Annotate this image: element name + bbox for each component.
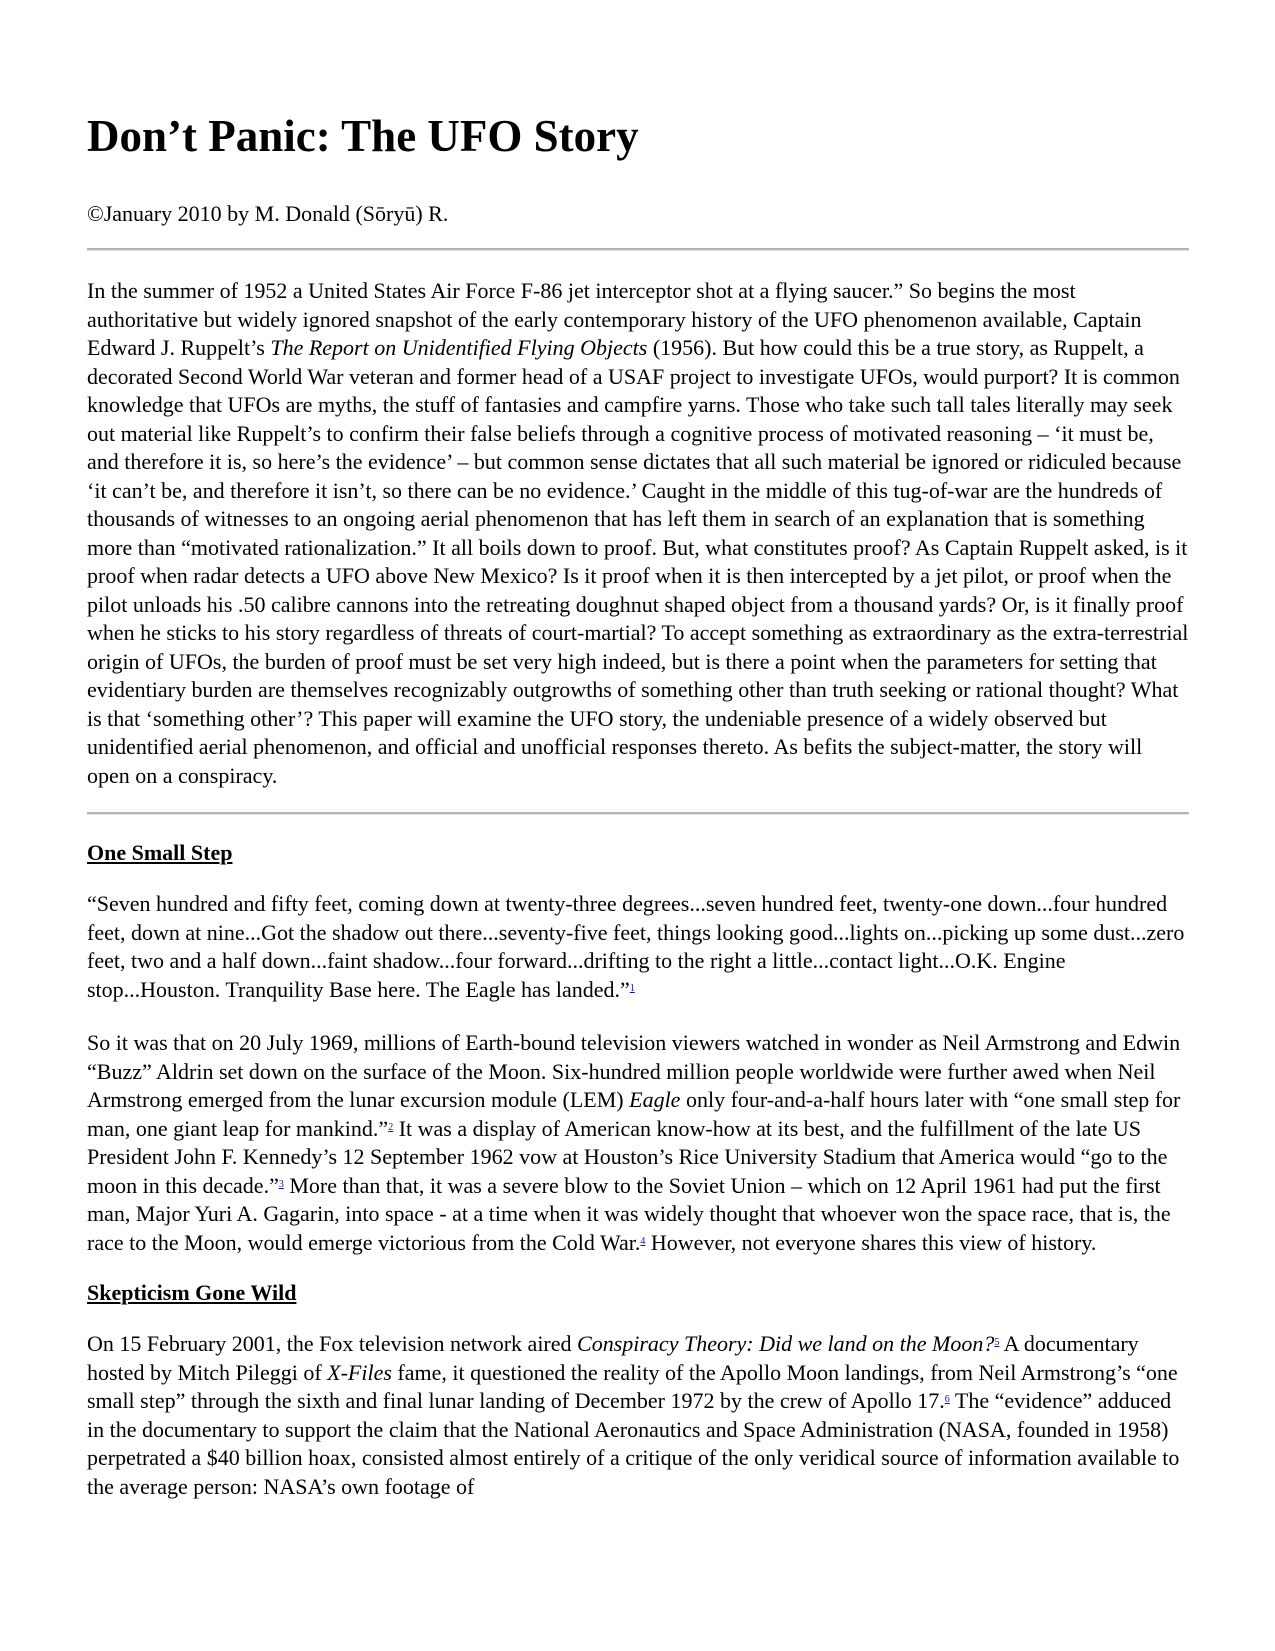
footnote-link-2[interactable]: 2 bbox=[388, 1121, 394, 1133]
skepticism-text-1: On 15 February 2001, the Fox television network aired bbox=[87, 1331, 578, 1356]
skepticism-text-3: fame, it questioned the reality of the Apollo Moon landings, from Neil Armstrong’s “one small step” through the sixth and final lunar landing of December 1972 by the crew of Apollo 17. bbox=[87, 1359, 1178, 1413]
skepticism-paragraph bbox=[87, 1330, 1189, 1501]
moon-landing-text-3: It was a display of American know-how at its best, and the fulfillment of the late US President John F. Kennedy’s 12 September 1962 vow at Houston’s Rice University Stadium that America would “go to the moon in this decade.” bbox=[87, 1115, 1168, 1198]
intro-text-2: (1956). But how could this be a true story, as Ruppelt, a decorated Second World War veteran and former head of a USAF project to investigate UFOs, would purport? It is common knowledge that UFOs are myths, the stuff of fantasies and campfire yarns. Those who take such tall tales literally may seek out material like Ruppelt’s to confirm their false beliefs through a cognitive process of motivated reasoning – ‘it must be, and therefore it is, so here’s the evidence’ – but common sense dictates that all such material be ignored or ridiculed because ‘it can’t be, and therefore it isn’t, so there can be no evidence.’ Caught in the middle of this tug-of-war are the hundreds of thousands of witnesses to an ongoing aerial phenomenon that has left them in search of an explanation that is something more than “motivated rationalization.” It all boils down to proof. But, what constitutes proof? As Captain Ruppelt asked, is it proof when radar detects a UFO above New Mexico? Is it proof when it is then intercepted by a jet pilot, or proof when the pilot unloads his .50 calibre cannons into the retreating doughnut shaped object from a thousand yards? Or, is it finally proof when he sticks to his story regardless of threats of court-martial? To accept something as extraordinary as the extra-terrestrial origin of UFOs, the burden of proof must be set very high indeed, but is there a point when the parameters for setting that evidentiary burden are themselves recognizably outgrowths of something other than truth seeking or rational thought? What is that ‘something other’? This paper will examine the UFO story, the undeniable presence of a widely observed but unidentified aerial phenomenon, and official and unofficial responses thereto. As befits the subject-matter, the story will open on a conspiracy. bbox=[87, 335, 1189, 788]
document-page bbox=[87, 110, 1189, 1501]
copyright-byline: ©January 2010 by M. Donald (Sōryū) R. bbox=[87, 201, 449, 226]
moon-landing-text-1: So it was that on 20 July 1969, millions of Earth-bound television viewers watched in wonder as Neil Armstrong and Edwin “Buzz” Aldrin set down on the surface of the Moon. Six-hundred million people worldwide were further awed when Neil Armstrong emerged from the lunar excursion module (LEM) bbox=[87, 1030, 1181, 1112]
apollo-quote: “Seven hundred and fifty feet, coming down at twenty-three degrees...seven hundred feet, twenty-one down...four hundred feet, down at nine...Got the shadow out there...seventy-five feet, things looking good...lights on...picking up some dust...zero feet, two and a half down...faint shadow...four forward...drifting to the right a little...contact light...O.K. Engine stop...Houston. Tranquility Base here. The Eagle has landed.” bbox=[87, 891, 1185, 1002]
moon-landing-text-5: However, not everyone shares this view of history. bbox=[645, 1229, 1097, 1255]
apollo-quote-paragraph bbox=[87, 890, 1189, 1004]
moon-landing-paragraph bbox=[87, 1029, 1189, 1257]
section-heading-skepticism: Skepticism Gone Wild bbox=[87, 1280, 297, 1305]
moon-landing-text-2: only four-and-a-half hours later with “one small step for man, one giant leap for mankind.” bbox=[87, 1087, 1181, 1141]
footnote-link-1[interactable]: 1 bbox=[629, 982, 635, 994]
footnote-link-6[interactable]: 6 bbox=[944, 1394, 950, 1405]
report-title: The Report on Unidentified Flying Objects bbox=[270, 335, 648, 360]
xfiles-italic: X-Files bbox=[327, 1359, 392, 1385]
section-heading-one-small-step: One Small Step bbox=[87, 840, 233, 865]
skepticism-text-4: The “evidence” adduced in the documentary to support the claim that the National Aeronautics and Space Administration (NASA, founded in 1958) perpetrated a $40 billion hoax, consisted almost entirely of a critique of the only veridical source of information available to the average person: NASA’s own footage of bbox=[87, 1388, 1180, 1499]
intro-text-1: In the summer of 1952 a United States Air Force F-86 jet interceptor shot at a flying saucer.” So begins the most authoritative but widely ignored snapshot of the early contemporary history of the UFO phenomenon available, Captain Edward J. Ruppelt’s bbox=[87, 278, 1142, 360]
intro-paragraph bbox=[87, 277, 1189, 790]
footnote-link-3[interactable]: 3 bbox=[278, 1178, 284, 1190]
divider-bottom bbox=[87, 812, 1189, 815]
skepticism-text-2: A documentary hosted by Mitch Pileggi of bbox=[87, 1331, 1139, 1385]
documentary-title: Conspiracy Theory: Did we land on the Moon? bbox=[577, 1331, 995, 1356]
footnote-link-4[interactable]: 4 bbox=[640, 1235, 646, 1247]
page-title: Don’t Panic: The UFO Story bbox=[87, 111, 639, 161]
footnote-link-5[interactable]: 5 bbox=[994, 1337, 1000, 1348]
eagle-italic: Eagle bbox=[629, 1087, 681, 1112]
moon-landing-text-4: More than that, it was a severe blow to the Soviet Union – which on 12 April 1961 had put the first man, Major Yuri A. Gagarin, into space - at a time when it was widely thought that whoever won the space race, that is, the race to the Moon, would emerge victorious from the Cold War. bbox=[87, 1172, 1171, 1255]
divider-top bbox=[87, 248, 1189, 251]
